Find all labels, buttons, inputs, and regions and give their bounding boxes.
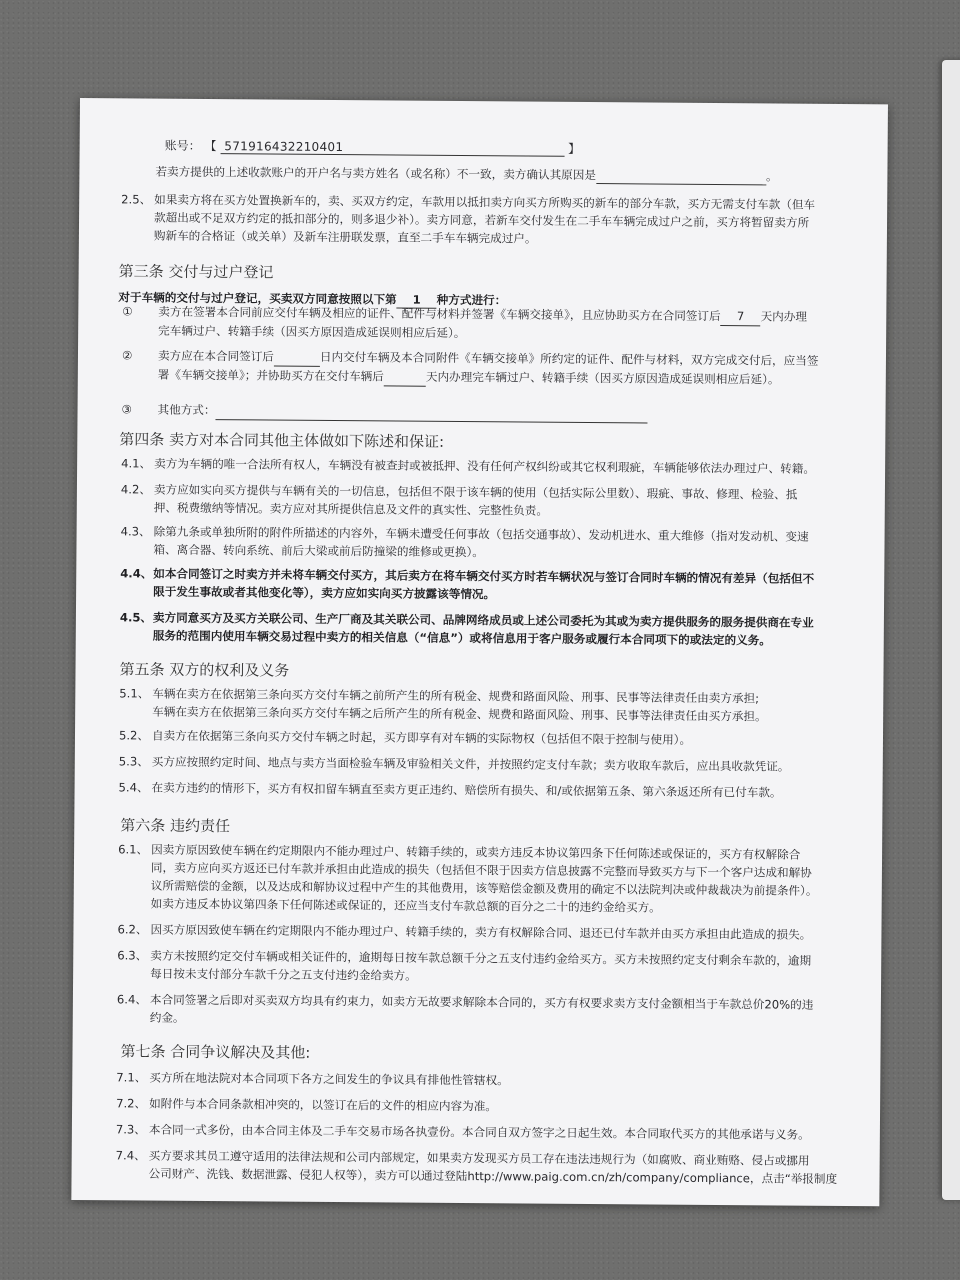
clause-number: 6.2、 [117, 922, 148, 937]
section-3-title: 第三条 交付与过户登记 [118, 262, 274, 282]
option-1-text: 卖方在签署本合同前应交付车辆及相应的证件、配件与材料并签署《车辆交接单》，且应协助买方在合同签订后 [158, 304, 721, 324]
clause-line: 每日按未支付部分车款千分之五支付违约金给卖方。 [150, 966, 417, 983]
clause-number: 5.4、 [118, 780, 149, 795]
clause-number: 7.4、 [115, 1148, 146, 1163]
clause-line: 卖方未按照约定交付车辆或相关证件的，逾期每日按车款总额千分之五支付违约金给买方。买方未按照约定支付剩余车款的，逾期 [150, 948, 812, 968]
adjacent-page-edge [942, 60, 960, 1200]
clause-number: 4.3、 [120, 524, 151, 539]
option-2-transfer-days-blank [384, 367, 426, 386]
clause-line: 因买方原因致使车辆在约定期限内不能办理过户、转籍手续的，卖方有权解除合同、退还已付车款并由买方承担由此造成的损失。 [150, 922, 812, 942]
option-2-days-blank [274, 348, 320, 367]
clause-line: 在卖方违约的情形下，买方有权扣留车辆直至卖方更正违约、赔偿所有损失、和/或依据第五条、第六条返还所有已付车款。 [151, 780, 782, 800]
option-3-blank [215, 401, 647, 423]
clause-line: 如卖方违反本协议第四条下任何陈述或保证的，还应当支付车款总额的百分之二十的违约金给买方。 [150, 896, 661, 915]
clause-line: 议所需赔偿的金额，以及达成和解协议过程中产生的其他费用，该等赔偿金额及费用的确定不以法院判决或仲裁裁决为前提条件）。 [150, 878, 818, 898]
option-2-marker: ② [121, 348, 133, 363]
clause-line: 款超出或不足双方约定的抵扣部分的，则多退少补）。卖方同意，若新车交付发生在二手车车辆完成过户之前，买方将暂留卖方所 [154, 210, 810, 230]
clause-line: 箱、离合器、转向系统、前后大梁或前后防撞梁的维修或更换）。 [153, 542, 484, 560]
method-number: 1 [397, 292, 437, 308]
account-open-bracket: 【 [204, 138, 217, 154]
option-2-text-mid: 日内交付车辆及本合同附件《车辆交接单》所约定的证件、配件与材料，双方完成交付后，应当签 [319, 349, 819, 368]
account-mismatch-text: 若卖方提供的上述收款账户的开户名与卖方姓名（或名称）不一致，卖方确认其原因是 [155, 164, 597, 183]
clause-number: 4.2、 [120, 482, 152, 497]
option-1-text-end: 天内办理 [760, 309, 808, 324]
option-1-days: 7 [721, 307, 761, 326]
clause-line: 除第九条或单独所附的附件所描述的内容外，车辆未遭受任何事故（包括交通事故）、发动机进水、重大维修（指对发动机、变速 [153, 524, 809, 544]
clause-number: 7.3、 [115, 1122, 147, 1137]
option-2-text-2-end: 天内办理完车辆过户、转籍手续（因买方原因造成延误则相应后延）。 [425, 369, 780, 387]
account-close-bracket: 】 [568, 141, 581, 156]
account-mismatch-end: 。 [765, 169, 778, 184]
option-2-text-2: 署《车辆交接单》；并协助买方在交付车辆后 [157, 367, 384, 384]
clause-number: 4.5、 [119, 610, 153, 625]
account-number: 571916432210401 [220, 139, 564, 157]
clause-line: 押、税费缴纳等情况。卖方应对其所提供信息及文件的真实性、完整性负责。 [153, 500, 549, 518]
clause-number: 5.3、 [118, 754, 149, 769]
clause-line: 自卖方在依据第三条向买方交付车辆之时起，买方即享有对车辆的实际物权（包括但不限于控制与使用）。 [151, 728, 692, 747]
option-1-line-2: 完车辆过户、转籍手续（因买方原因造成延误则相应后延）。 [158, 323, 466, 341]
clause-line: 车辆在卖方在依据第三条向买方交付车辆之前所产生的所有税金、规费和路面风险、刑事、民事等法律责任由卖方承担; [152, 686, 760, 706]
clause-line: 买方所在地法院对本合同项下各方之间发生的争议具有排他性管辖权。 [149, 1070, 509, 1088]
account-mismatch-blank [596, 168, 766, 185]
clause-number: 4.1、 [121, 456, 152, 471]
clause-line: 购新车的合格证（或关单）及新车注册联发票，直至二手车车辆完成过户。 [153, 228, 537, 246]
clause-line: 卖方应如实向买方提供与车辆有关的一切信息，包括但不限于该车辆的使用（包括实际公里数）、瑕疵、事故、修理、检验、抵 [153, 482, 798, 502]
clause-line: 约金。 [149, 1010, 185, 1025]
clause-number: 5.2、 [118, 728, 150, 743]
clause-line: 买方要求其员工遵守适用的法律法规和公司内部规定，如果卖方发现买方员工存在违法违规行为（如腐败、商业贿赂、侵占或挪用 [148, 1148, 810, 1168]
clause-line: 如附件与本合同条款相冲突的，以签订在后的文件的相应内容为准。 [149, 1096, 497, 1114]
clause-line: 本合同签署之后即对买卖双方均具有约束力，如卖方无故要求解除本合同的，买方有权要求卖方支付金额相当于车款总价20%的违 [149, 992, 814, 1012]
clause-line: 因卖方原因致使车辆在约定期限内不能办理过户、转籍手续的，或卖方违反本协议第四条下任何陈述或保证的，买方有权解除合 [151, 842, 801, 862]
clause-line: 公司财产、洗钱、数据泄露、侵犯人权等），卖方可以通过登陆http://www.paig.com.cn/zh/company/compliance，点击“举报制度 [148, 1166, 838, 1186]
section-6-title: 第六条 违约责任 [120, 816, 231, 836]
clause-line: 卖方同意买方及买方关联公司、生产厂商及其关联公司、品牌网络成员或上述公司委托为其或为卖方提供服务的服务提供商在专业 [152, 610, 814, 630]
clause-number: 6.3、 [117, 948, 148, 963]
clause-number: 7.2、 [116, 1096, 147, 1111]
clause-number: 7.1、 [116, 1070, 147, 1085]
option-1-marker: ① [122, 304, 133, 319]
clause-number: 6.1、 [118, 842, 149, 857]
clause-line: 本合同一式多份，由本合同主体及二手车交易市场各执壹份。本合同自双方签字之日起生效。本合同取代买方的其他承诺与义务。 [148, 1122, 810, 1142]
clause-number: 6.4、 [116, 992, 148, 1007]
account-line [165, 137, 581, 157]
clause-line: 服务的范围内使用车辆交易过程中卖方的相关信息（“信息”）或将信息用于客户服务或履行本合同项下的或法定的义务。 [152, 628, 771, 648]
clause-line: 如果卖方将在买方处置换新车的，卖、买双方约定，车款用以抵扣卖方向买方所购买的新车的部分车款，买方无需支付车款（但车 [154, 192, 816, 212]
clause-line: 车辆在卖方在依据第三条向买方交付车辆之后所产生的所有税金、规费和路面风险、刑事、民事等法律责任由买方承担。 [152, 704, 767, 724]
section-5-title: 第五条 双方的权利及义务 [119, 660, 290, 680]
section-4-title: 第四条 卖方对本合同其他主体做如下陈述和保证: [119, 430, 445, 451]
clause-number: 4.4、 [120, 566, 153, 581]
option-3-marker: ③ [121, 402, 133, 417]
clause-line: 限于发生事故或者其他变化等），卖方应如实向买方披露该等情况。 [153, 584, 496, 602]
option-2-text: 卖方应在本合同签订后 [157, 348, 274, 364]
intro-text: 对于车辆的交付与过户登记，买卖双方同意按照以下第 [118, 290, 397, 307]
clause-line: 同，卖方应向买方返还已付车款并承担由此造成的损失（包括但不限于因卖方信息披露不完整而导致买方与下一个客户达成和解协 [150, 860, 812, 880]
clause-number: 5.1、 [119, 686, 150, 701]
account-label: 账号： [164, 138, 201, 153]
section-7-title: 第七条 合同争议解决及其他: [120, 1042, 311, 1062]
contract-page [71, 98, 888, 1206]
intro-text-end: 种方式进行： [436, 292, 507, 308]
clause-line: 买方应按照约定时间、地点与卖方当面检验车辆及审验相关文件，并按照约定支付车款；卖方收取车款后，应出具收款凭证。 [151, 754, 790, 774]
option-3-label: 其他方式： [157, 402, 216, 418]
clause-line: 如本合同签订之时卖方并未将车辆交付买方，其后卖方在将车辆交付买方时若车辆状况与签订合同时车辆的情况有差异（包括但不 [153, 566, 815, 586]
clause-line: 卖方为车辆的唯一合法所有权人，车辆没有被查封或被抵押、没有任何产权纠纷或其它权利瑕疵，车辆能够依法办理过户、转籍。 [154, 456, 816, 476]
clause-number: 2.5、 [121, 192, 152, 207]
account-mismatch-line [155, 165, 777, 186]
